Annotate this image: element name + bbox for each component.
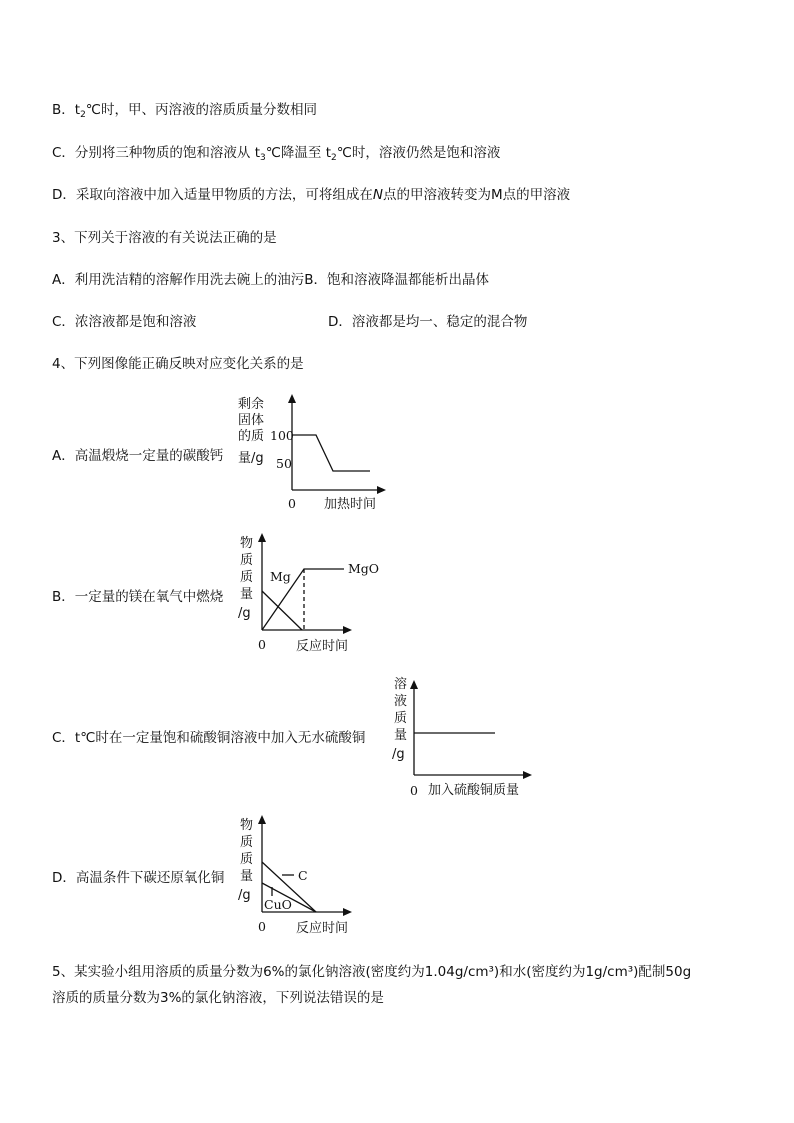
q4-b-xlabel: 反应时间 (296, 639, 349, 654)
q4-a-ylabel-1: 剩余 (238, 397, 265, 412)
q4-a-tick-50: 50 (276, 456, 292, 471)
q4-option-a-text: A．高温煅烧一定量的碳酸钙 (52, 448, 224, 464)
q4-c-xlabel: 加入硫酸铜质量 (428, 783, 520, 798)
q4-d-ylabel-5: /g (238, 888, 251, 903)
q5-line-1: 5、某实验小组用溶质的质量分数为6%的氯化钠溶液(密度约为1.04g/cm³)和水(密度约为1g/cm³)配制50g (52, 964, 692, 980)
q4-a-ylabel-4: 量/g (238, 451, 264, 466)
q3-stem: 3、下列关于溶液的有关说法正确的是 (52, 230, 277, 246)
q4-b-ylabel-1: 物 (240, 536, 254, 551)
q4-c-ylabel-5: /g (392, 747, 405, 762)
q3-option-c: C．浓溶液都是饱和溶液 (52, 314, 197, 330)
q4-c-ylabel-3: 质 (394, 711, 408, 726)
q4-b-ylabel-4: 量 (240, 587, 254, 602)
q4-c-ylabel-4: 量 (394, 728, 408, 743)
q4-a-origin: 0 (288, 496, 296, 511)
q4-d-ylabel-3: 质 (240, 852, 254, 867)
q3-option-d: D．溶液都是均一、稳定的混合物 (328, 314, 528, 330)
q4-stem: 4、下列图像能正确反映对应变化关系的是 (52, 356, 304, 372)
q4-a-line (292, 435, 370, 471)
q4-option-d-text: D．高温条件下碳还原氧化铜 (52, 870, 225, 886)
q4-b-chart (236, 531, 396, 655)
q4-option-b-text: B．一定量的镁在氧气中燃烧 (52, 589, 224, 605)
q4-c-chart (390, 672, 540, 802)
q4-c-ylabel-1: 溶 (394, 677, 408, 692)
q4-d-chart (236, 813, 396, 937)
q4-b-x-arrow (343, 626, 352, 634)
q4-b-ylabel-3: 质 (240, 570, 254, 585)
q4-a-tick-100: 100 (270, 428, 294, 443)
q4-d-xlabel: 反应时间 (296, 921, 349, 936)
q4-b-y-arrow (258, 533, 266, 542)
q4-d-ylabel-2: 质 (240, 835, 254, 850)
q4-c-origin: 0 (410, 783, 418, 798)
q4-b-mg-label: Mg (270, 569, 291, 584)
q4-d-origin: 0 (258, 919, 266, 934)
q4-a-xlabel: 加热时间 (324, 497, 377, 512)
q3-option-a: A．利用洗洁精的溶解作用洗去碗上的油污B．饱和溶液降温都能析出晶体 (52, 272, 490, 288)
q4-a-ylabel-3: 的质 (238, 429, 265, 444)
q4-c-x-arrow (523, 771, 532, 779)
q4-a-chart (236, 392, 386, 512)
q4-d-c-label: C (298, 868, 308, 883)
q4-c-ylabel-2: 液 (394, 694, 408, 709)
q4-d-ylabel-1: 物 (240, 818, 254, 833)
q4-a-ylabel-2: 固体 (238, 413, 265, 428)
q4-b-mg-line (262, 591, 302, 630)
q4-b-ylabel-5: /g (238, 606, 251, 621)
q4-b-mgo-label: MgO (348, 561, 380, 576)
q4-b-ylabel-2: 质 (240, 553, 254, 568)
q4-b-origin: 0 (258, 637, 266, 652)
q4-c-y-arrow (410, 680, 418, 689)
q5-line-2: 溶质的质量分数为3%的氯化钠溶液，下列说法错误的是 (52, 990, 384, 1006)
q2-option-c: C．分别将三种物质的饱和溶液从 $t_3℃$降温至 $t_2℃$时，溶液仍然是饱和溶液 (52, 145, 501, 163)
q4-d-cuo-label: CuO (264, 897, 292, 912)
q2-option-d: D．采取向溶液中加入适量甲物质的方法，可将组成在N点的甲溶液转变为M点的甲溶液 (52, 187, 571, 203)
q4-d-y-arrow (258, 815, 266, 824)
q4-a-y-arrow (288, 394, 296, 403)
q4-a-x-arrow (377, 486, 386, 494)
q4-option-c-text: C．t℃时在一定量饱和硫酸铜溶液中加入无水硫酸铜 (52, 730, 366, 746)
q2-option-b: B．$t_2℃$时，甲、丙溶液的溶质质量分数相同 (52, 102, 317, 120)
q4-d-ylabel-4: 量 (240, 869, 254, 884)
q4-d-x-arrow (343, 908, 352, 916)
